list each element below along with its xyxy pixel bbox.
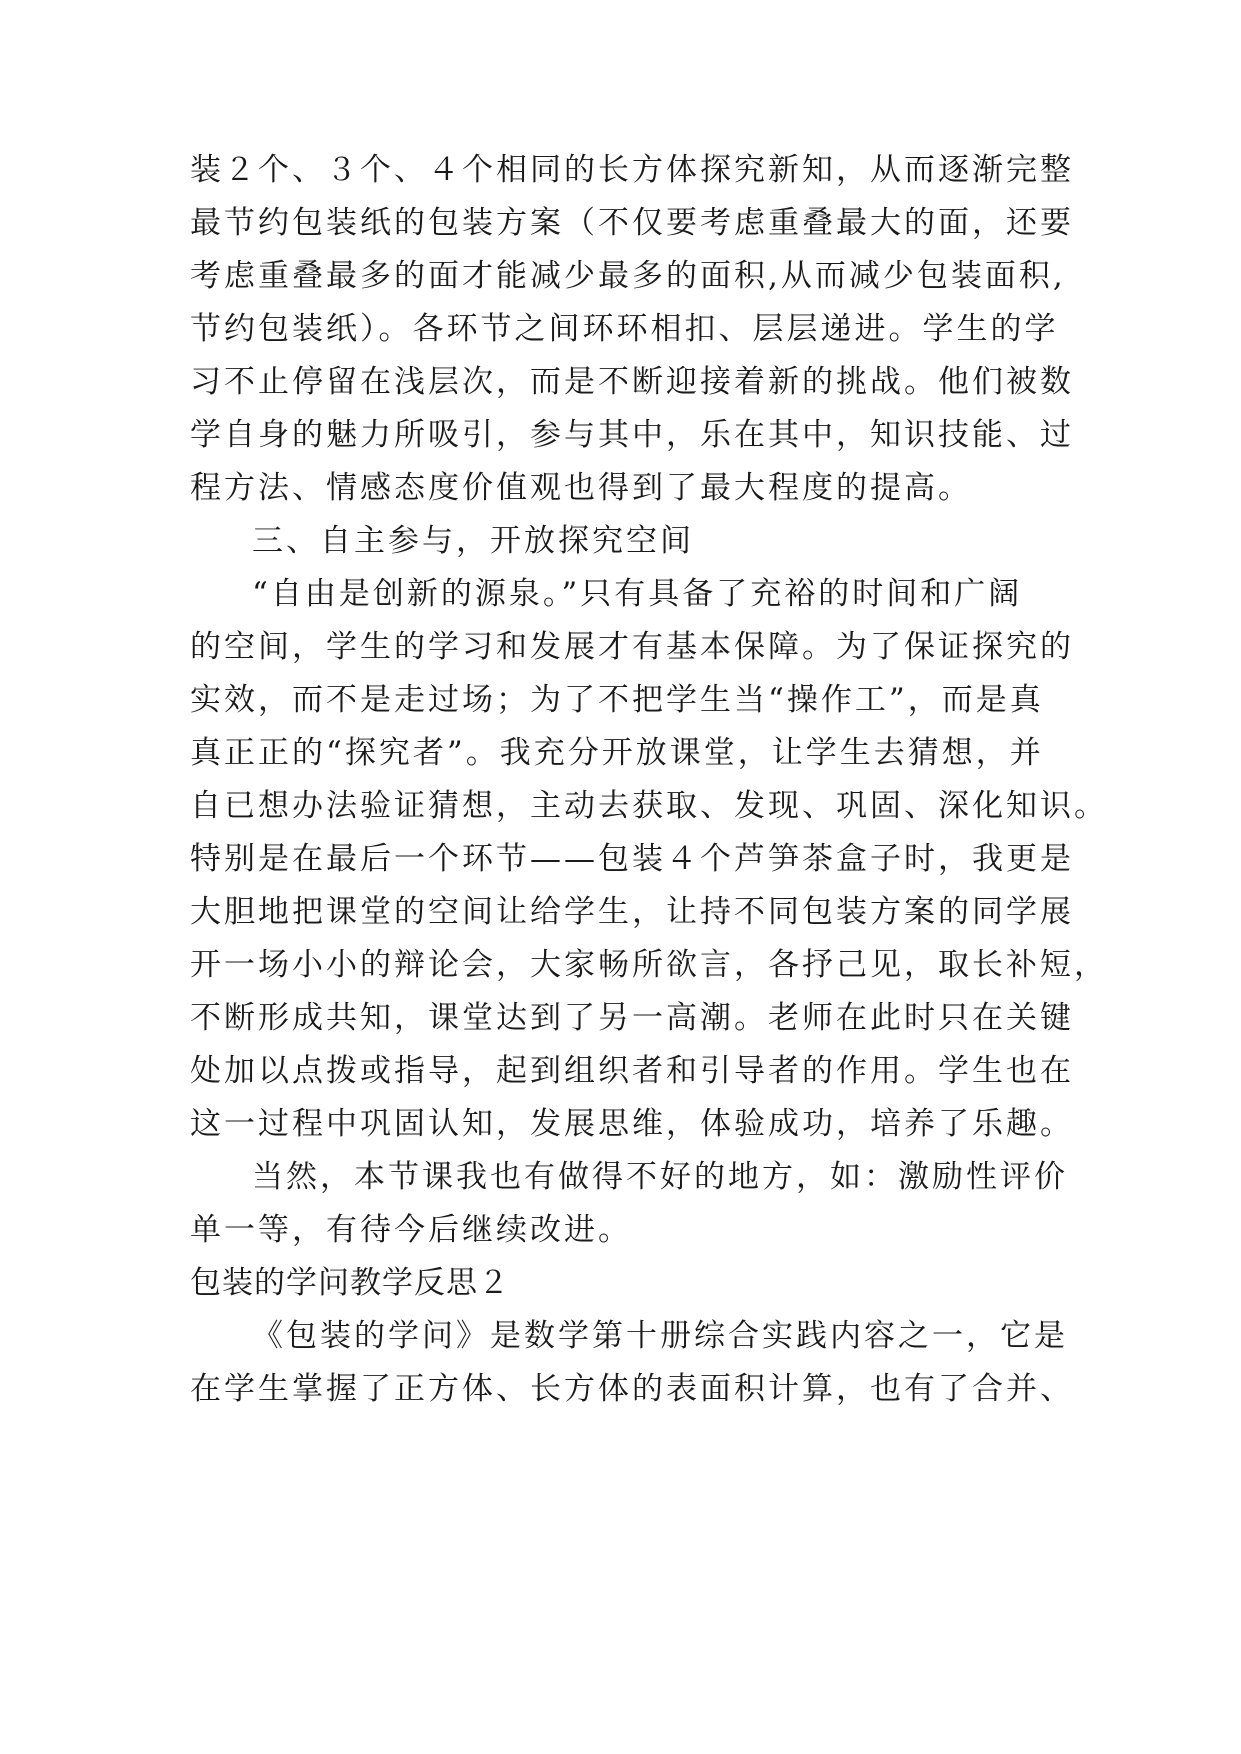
paragraph-line: 真正正的“探究者”。我充分开放课堂，让学生去猜想，并: [190, 735, 1044, 771]
paragraph-line: 装２个、３个、４个相同的长方体探究新知，从而逐渐完整: [190, 152, 1074, 188]
paragraph-line: 最节约包装纸的包装方案（不仅要考虑重叠最大的面，还要: [190, 205, 1074, 241]
paragraph-line: 节约包装纸）。各环节之间环环相扣、层层递进。学生的学: [190, 311, 1059, 347]
paragraph-line: “自由是创新的源泉。”只有具备了充裕的时间和广阔: [252, 576, 1023, 612]
paragraph-line: 《包装的学问》是数学第十册综合实践内容之一，它是: [252, 1318, 1068, 1354]
paragraph-line: 的空间，学生的学习和发展才有基本保障。为了保证探究的: [190, 629, 1074, 665]
paragraph-line: 实效，而不是走过场；为了不把学生当“操作工”，而是真: [190, 682, 1044, 718]
paragraph-line: 不断形成共知，课堂达到了另一高潮。老师在此时只在关键: [190, 1000, 1074, 1036]
paragraph-line: 处加以点拨或指导，起到组织者和引导者的作用。学生也在: [190, 1053, 1074, 1089]
paragraph-line: 单一等，有待今后继续改进。: [190, 1212, 632, 1248]
paragraph-line: 习不止停留在浅层次，而是不断迎接着新的挑战。他们被数: [190, 364, 1074, 400]
paragraph-line: 开一场小小的辩论会，大家畅所欲言，各抒己见，取长补短，: [190, 947, 1108, 983]
paragraph-line: 学自身的魅力所吸引，参与其中，乐在其中，知识技能、过: [190, 417, 1074, 453]
paragraph-line: 当然，本节课我也有做得不好的地方，如：激励性评价: [252, 1159, 1068, 1195]
paragraph-line: 程方法、情感态度价值观也得到了最大程度的提高。: [190, 470, 972, 506]
section-heading: 三、自主参与，开放探究空间: [252, 523, 694, 559]
paragraph-line: 自已想办法验证猜想，主动去获取、发现、巩固、深化知识。: [190, 788, 1108, 824]
paragraph-line: 考虑重叠最多的面才能减少最多的面积,从而减少包装面积,: [190, 258, 1066, 294]
paragraph-line: 特别是在最后一个环节——包装４个芦笋茶盒子时，我更是: [190, 841, 1074, 877]
paragraph-line: 这一过程中巩固认知，发展思维，体验成功，培养了乐趣。: [190, 1106, 1074, 1142]
paragraph-line: 在学生掌握了正方体、长方体的表面积计算，也有了合并、: [190, 1371, 1074, 1407]
paragraph-line: 大胆地把课堂的空间让给学生，让持不同包装方案的同学展: [190, 894, 1074, 930]
document-title: 包装的学问教学反思２: [190, 1265, 510, 1301]
